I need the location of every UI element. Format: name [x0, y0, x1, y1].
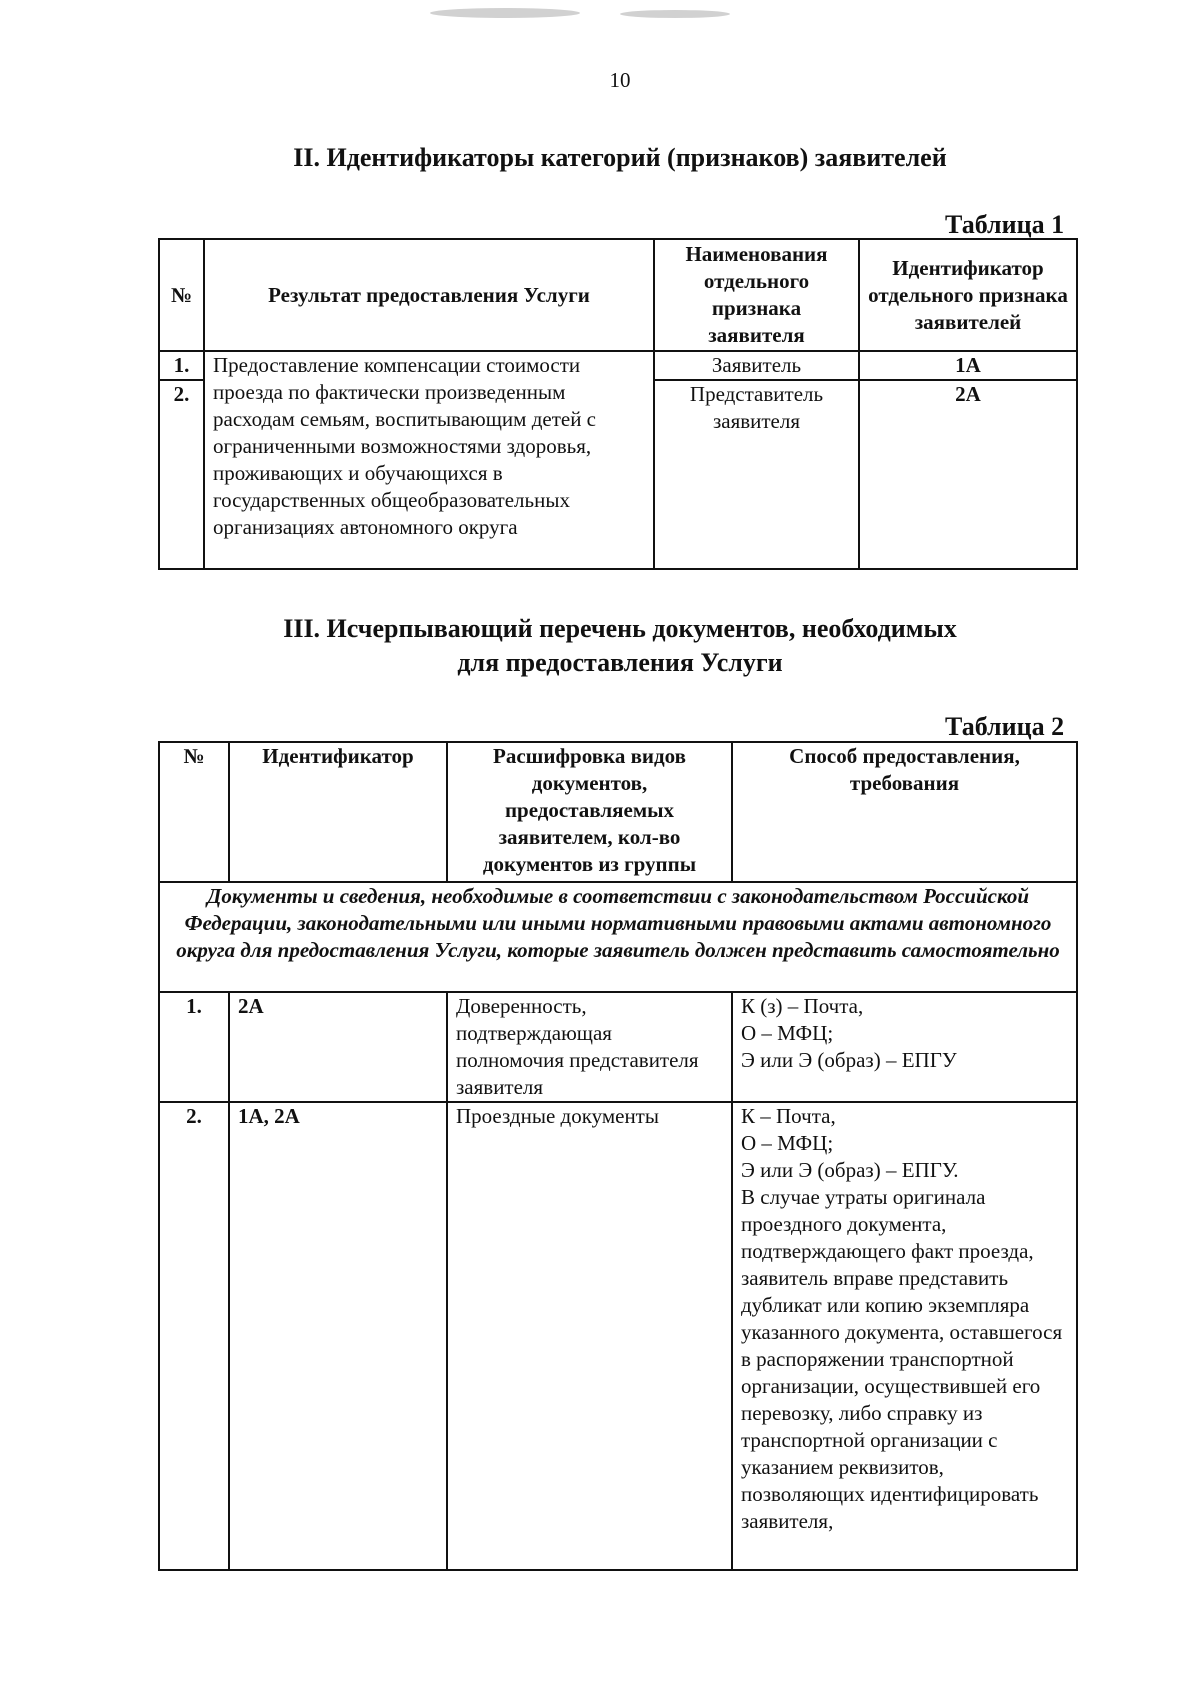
row-document: Проездные документы	[447, 1102, 732, 1570]
scan-artifact	[430, 8, 580, 18]
group-title: Документы и сведения, необходимые в соответствии с законодательством Российской Федерации, законодательными или иными нормативными правовыми актами автономного округа для предоставления Услуги, которые заявитель должен представить самостоятельно	[159, 882, 1077, 992]
scan-artifact	[620, 10, 730, 18]
row-method: К – Почта, О – МФЦ; Э или Э (образ) – ЕПГУ. В случае утраты оригинала проездного документа, подтверждающего факт проезда, заявитель вправе представить дубликат или копию экземпляра указанного документа, оставшегося в распоряжении транспортной организации, осуществившей его перевозку, либо справку из транспортной организации с указанием реквизитов, позволяющих идентифицировать заявителя,	[732, 1102, 1077, 1570]
table-header-row	[159, 742, 1077, 882]
row-identifier: 2А	[229, 992, 447, 1102]
identifiers-table	[158, 238, 1078, 570]
row-num: 2.	[159, 380, 204, 569]
header-id: Идентификатор отдельного признака заявителей	[859, 239, 1077, 351]
row-document: Доверенность, подтверждающая полномочия представителя заявителя	[447, 992, 732, 1102]
section-2-title: II. Идентификаторы категорий (признаков) заявителей	[293, 143, 947, 172]
section-3-title-line-2: для предоставления Услуги	[457, 648, 783, 677]
page-number: 10	[609, 68, 631, 92]
header-result: Результат предоставления Услуги	[204, 239, 654, 351]
row-method: К (з) – Почта, О – МФЦ; Э или Э (образ) – ЕПГУ	[732, 992, 1077, 1102]
feature-id: 1А	[859, 351, 1077, 380]
row-num: 2.	[159, 1102, 229, 1570]
table-row	[159, 1102, 1077, 1570]
header-method: Способ предоставления, требования	[732, 742, 1077, 882]
table-1-caption: Таблица 1	[945, 210, 1065, 239]
table-header-row	[159, 239, 1077, 351]
header-name: Наименования отдельного признака заявителя	[654, 239, 859, 351]
row-identifier: 1А, 2А	[229, 1102, 447, 1570]
section-3-title-line-1: III. Исчерпывающий перечень документов, необходимых	[283, 614, 957, 643]
table-2-caption: Таблица 2	[945, 712, 1065, 741]
header-num: №	[159, 239, 204, 351]
header-num: №	[159, 742, 229, 882]
table-row	[159, 992, 1077, 1102]
result-cell: Предоставление компенсации стоимости проезда по фактически произведенным расходам семьям, воспитывающим детей с ограниченными возможностями здоровья, проживающих и обучающихся в государственных общеобразовательных организациях автономного округа	[204, 351, 654, 569]
feature-name: Представитель заявителя	[654, 380, 859, 569]
header-identifier: Идентификатор	[229, 742, 447, 882]
documents-table	[158, 741, 1078, 1571]
feature-name: Заявитель	[654, 351, 859, 380]
feature-id: 2А	[859, 380, 1077, 569]
row-num: 1.	[159, 992, 229, 1102]
group-row	[159, 882, 1077, 992]
table-row	[159, 351, 1077, 380]
row-num: 1.	[159, 351, 204, 380]
header-docs: Расшифровка видов документов, предоставляемых заявителем, кол-во документов из группы	[447, 742, 732, 882]
